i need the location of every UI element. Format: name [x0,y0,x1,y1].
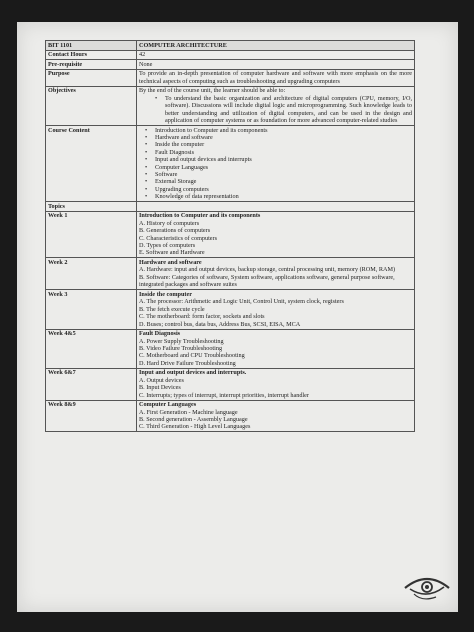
week-title: Input and output devices and interrupts. [139,369,247,377]
week-label: Week 6&7 [46,368,137,400]
course-content-list [139,127,412,201]
week-title: Hardware and software [139,259,202,267]
week-title: Introduction to Computer and its components [139,212,261,220]
objectives-label: Objectives [46,86,137,125]
week-content [137,329,415,368]
week-content [137,258,415,290]
contact-hours-value: 42 [137,50,415,60]
prerequisite-label: Pre-requisite [46,60,137,70]
week-row [46,211,415,258]
week-line: A. History of computers [139,219,200,227]
week-line: A. Power Supply Troubleshooting [139,337,224,345]
week-line: A. First Generation - Machine language [139,408,238,416]
week-line: B. The fetch execute cycle [139,305,205,313]
week-row [46,258,415,290]
week-label: Week 1 [46,211,137,258]
course-title: COMPUTER ARCHITECTURE [137,41,415,51]
course-content-label: Course Content [46,126,137,202]
course-header-row [46,41,415,51]
eye-logo-icon [402,572,452,602]
content-item: • Hardware and software [155,134,412,141]
topics-label: Topics [46,202,137,212]
week-line: A. Output devices [139,376,184,384]
week-line: B. Generations of computers [139,227,211,235]
week-line: C. Interrupts; types of interrupt, interrupt priorities, interrupt handler [139,391,309,399]
topics-row [46,202,415,212]
week-line: B. Video Failure Troubleshooting [139,344,223,352]
week-line: B. Input Devices [139,384,181,392]
objective-item: • To understand the basic organization and architecture of digital computers (CPU, memory, I/O, software). Discussions will include digital logic and microprogramming. Such knowledge leads to better understanding and utilization of digital computers, and can be used in the design and application of computer systems or as foundation for more advanced computer-related studies [165,95,412,125]
content-item: • External Storage [155,178,412,185]
prerequisite-row [46,60,415,70]
purpose-value: To provide an in-depth presentation of computer hardware and software with more emphasis on the more technical aspects of computing such as troubleshooting and upgrading computers [137,69,415,86]
content-item: • Inside the computer [155,141,412,148]
week-row [46,329,415,368]
week-row [46,290,415,329]
week-label: Week 8&9 [46,400,137,432]
week-content [137,400,415,432]
contact-hours-row [46,50,415,60]
week-row [46,400,415,432]
content-item: • Upgrading computers [155,186,412,193]
content-item: • Computer Languages [155,164,412,171]
week-content [137,290,415,329]
purpose-row [46,69,415,86]
content-item: • Knowledge of data representation [155,193,412,200]
week-row [46,368,415,400]
week-content [137,368,415,400]
week-label: Week 2 [46,258,137,290]
purpose-label: Purpose [46,69,137,86]
course-content-value [137,126,415,202]
course-outline-table [45,40,415,432]
week-title: Inside the computer [139,290,192,298]
objectives-list [139,95,412,125]
week-line: A. Hardware: input and output devices, backup storage, central processing unit, memory (ROM, RAM) [139,266,396,274]
objectives-intro: By the end of the course unit, the learner should be able to: [139,87,286,95]
week-line: C. The motherboard: form factor, sockets and slots [139,313,265,321]
week-line: B. Second generation - Assembly Language [139,415,248,423]
content-item: • Introduction to Computer and its components [155,127,412,134]
week-line: D. Hard Drive Failure Troubleshooting [139,359,236,367]
week-title: Computer Languages [139,401,197,409]
week-content [137,211,415,258]
week-line: D. Buses; control bus, data bus, Address Bus, SCSI, EISA, MCA [139,320,301,328]
content-item: • Input and output devices and interrupts [155,156,412,163]
week-label: Week 4&5 [46,329,137,368]
objectives-row [46,86,415,125]
objectives-value [137,86,415,125]
content-item: • Software [155,171,412,178]
week-line: C. Characteristics of computers [139,234,218,242]
course-code: BIT 1101 [46,41,137,51]
prerequisite-value: None [137,60,415,70]
week-line: A. The processor: Arithmetic and Logic Unit, Control Unit, system clock, registers [139,298,344,306]
week-line: B. Software: Categories of software, System software, applications software, general purpose software, integrated packages and software suites [139,273,395,289]
content-item: • Fault Diagnosis [155,149,412,156]
week-label: Week 3 [46,290,137,329]
week-title: Fault Diagnosis [139,330,181,338]
week-line: C. Third Generation - High Level Languages [139,423,251,431]
course-content-row [46,126,415,202]
week-line: C. Motherboard and CPU Troubleshooting [139,352,245,360]
contact-hours-label: Contact Hours [46,50,137,60]
week-line: E. Software and Hardware [139,249,205,257]
week-line: D. Types of computers [139,242,196,250]
